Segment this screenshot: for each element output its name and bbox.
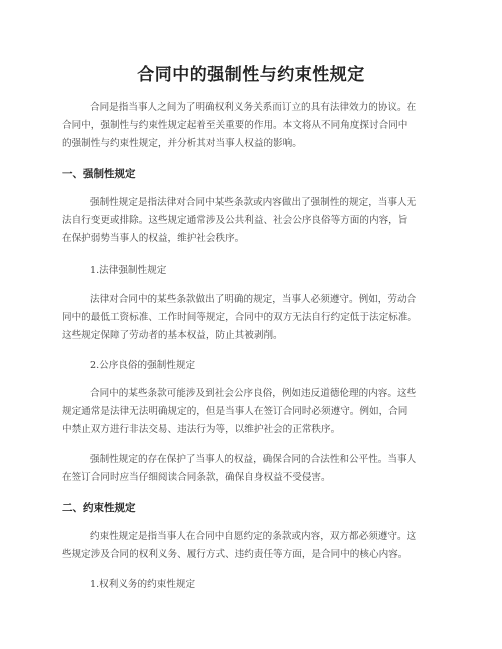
section-1-heading: 一、强制性规定 [62, 168, 136, 180]
section-2-para-line-1: 约束性规定是指当事人在合同中自愿约定的条款或内容，双方都必须遵守。这 [90, 531, 417, 542]
subsection-1-2-line-2: 规定通常是法律无法明确规定的，但是当事人在签订合同时必须遵守。例如，合同 [62, 406, 408, 417]
subsection-2-1-title: 1.权利义务的约束性规定 [90, 579, 196, 590]
document-title: 合同中的强制性与约束性规定 [137, 65, 365, 85]
section-1-para-line-3: 在保护弱势当事人的权益，维护社会秩序。 [62, 233, 245, 244]
section-2-heading: 二、约束性规定 [62, 502, 136, 514]
subsection-1-1-title: 1.法律强制性规定 [90, 265, 167, 276]
subsection-1-1-line-3: 这些规定保障了劳动者的基本权益，防止其被剥削。 [62, 330, 283, 341]
subsection-1-2-line-3: 中禁止双方进行非法交易、违法行为等，以维护社会的正常秩序。 [62, 424, 341, 435]
intro-line-2: 合同中，强制性与约束性规定起着至关重要的作用。本文将从不同角度探讨合同中 [62, 120, 408, 131]
section-1-para-line-1: 强制性规定是指法律对合同中某些条款或内容做出了强制性的规定，当事人无 [90, 197, 417, 208]
subsection-1-1-line-2: 同中的最低工资标准、工作时间等规定，合同中的双方无法自行约定低于法定标准。 [62, 312, 417, 323]
section-2-para-line-2: 些规定涉及合同的权利义务、履行方式、违约责任等方面，是合同中的核心内容。 [62, 549, 408, 560]
intro-line-1: 合同是指当事人之间为了明确权利义务关系而订立的具有法律效力的协议。在 [90, 102, 417, 113]
subsection-1-2-title: 2.公序良俗的强制性规定 [90, 360, 196, 371]
section-1-closing-line-1: 强制性规定的存在保护了当事人的权益，确保合同的合法性和公平性。当事人 [90, 454, 417, 465]
intro-line-3: 的强制性与约束性规定，并分析其对当事人权益的影响。 [62, 138, 302, 149]
subsection-1-2-line-1: 合同中的某些条款可能涉及到社会公序良俗，例如违反道德伦理的内容。这些 [90, 388, 417, 399]
subsection-1-1-line-1: 法律对合同中的某些条款做出了明确的规定，当事人必须遵守。例如，劳动合 [90, 294, 417, 305]
section-1-closing-line-2: 在签订合同时应当仔细阅读合同条款，确保自身权益不受侵害。 [62, 472, 331, 483]
section-1-para-line-2: 法自行变更或排除。这些规定通常涉及公共利益、社会公序良俗等方面的内容，旨 [62, 215, 408, 226]
